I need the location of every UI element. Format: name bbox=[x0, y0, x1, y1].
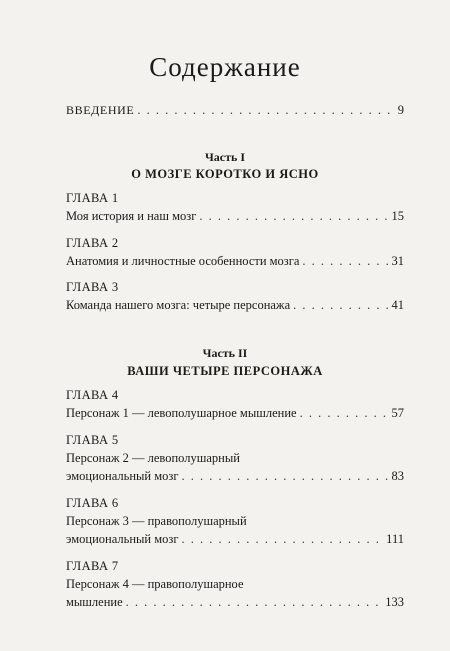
chapter-label: ГЛАВА 6 bbox=[66, 496, 119, 510]
chapter-label: ГЛАВА 7 bbox=[66, 559, 119, 573]
toc-entry-chapter-2[interactable] bbox=[66, 253, 404, 269]
entry-title: Моя история и наш мозг bbox=[66, 209, 197, 223]
page-number: 57 bbox=[391, 406, 404, 420]
toc-entry-chapter-1[interactable] bbox=[66, 208, 404, 224]
toc-entry-chapter-4[interactable] bbox=[66, 405, 404, 421]
entry-title-line-2: эмоциональный мозг bbox=[66, 532, 179, 546]
dot-leader bbox=[126, 594, 383, 610]
page-number: 15 bbox=[391, 209, 404, 223]
part-title: ВАШИ ЧЕТЫРЕ ПЕРСОНАЖА bbox=[127, 364, 323, 378]
chapter-label: ГЛАВА 2 bbox=[66, 236, 119, 250]
page-number: 41 bbox=[391, 298, 404, 312]
toc-entry-chapter-3[interactable] bbox=[66, 297, 404, 313]
page-number: 133 bbox=[385, 595, 404, 609]
toc-entry-introduction[interactable] bbox=[66, 102, 404, 118]
chapter-label: ГЛАВА 4 bbox=[66, 388, 119, 402]
entry-title: Анатомия и личностные особенности мозга bbox=[66, 254, 300, 268]
page-title: Содержание bbox=[149, 52, 301, 82]
entry-title-line-2: эмоциональный мозг bbox=[66, 469, 179, 483]
chapter-label: ГЛАВА 1 bbox=[66, 191, 119, 205]
toc-entry-chapter-7[interactable] bbox=[66, 594, 404, 610]
chapter-label: ГЛАВА 5 bbox=[66, 433, 119, 447]
entry-title: Команда нашего мозга: четыре персонажа bbox=[66, 298, 291, 312]
toc-entry-chapter-5[interactable] bbox=[66, 468, 404, 484]
page-number: 111 bbox=[386, 532, 404, 546]
entry-title-line-1: Персонаж 2 — левополушарный bbox=[66, 451, 240, 465]
dot-leader bbox=[302, 253, 388, 269]
entry-title: ВВЕДЕНИЕ bbox=[66, 103, 135, 117]
entry-title: Персонаж 1 — левополушарное мышление bbox=[66, 406, 297, 420]
dot-leader bbox=[199, 208, 388, 224]
page-number: 31 bbox=[391, 254, 404, 268]
page-number: 9 bbox=[397, 103, 404, 117]
toc-entry-chapter-6[interactable] bbox=[66, 531, 404, 547]
dot-leader bbox=[181, 531, 383, 547]
dot-leader bbox=[300, 405, 389, 421]
entry-title-line-1: Персонаж 4 — правополушарное bbox=[66, 577, 244, 591]
part-label: Часть I bbox=[204, 150, 246, 164]
dot-leader bbox=[137, 102, 394, 118]
entry-title-line-1: Персонаж 3 — правополушарный bbox=[66, 514, 247, 528]
part-label: Часть II bbox=[202, 346, 248, 360]
part-title: О МОЗГЕ КОРОТКО И ЯСНО bbox=[131, 167, 319, 181]
chapter-label: ГЛАВА 3 bbox=[66, 280, 119, 294]
dot-leader bbox=[293, 297, 388, 313]
dot-leader bbox=[181, 468, 388, 484]
entry-title-line-2: мышление bbox=[66, 595, 123, 609]
page-number: 83 bbox=[391, 469, 404, 483]
